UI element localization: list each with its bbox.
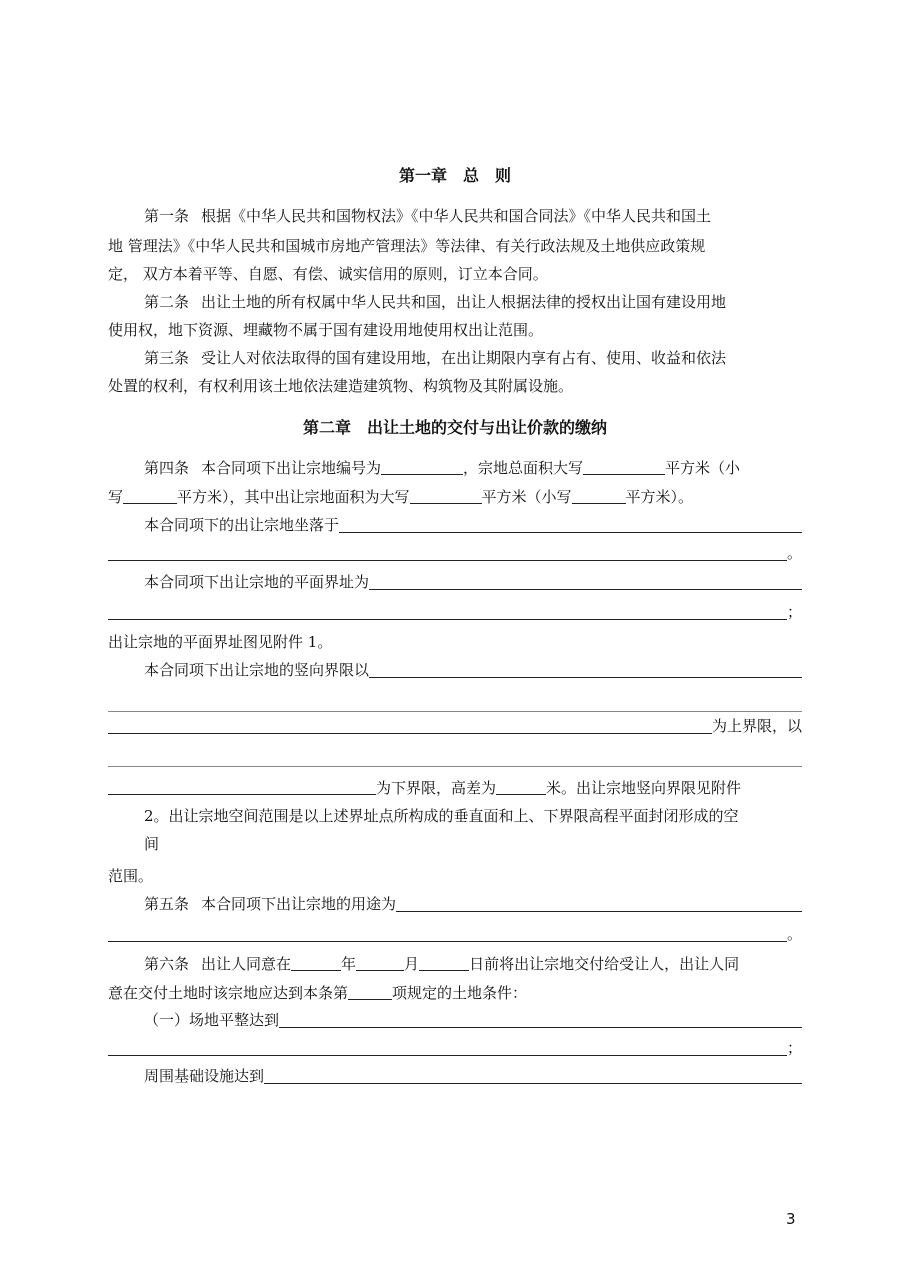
land-use-blank[interactable]	[396, 895, 802, 912]
year-blank[interactable]	[291, 955, 341, 971]
article-4-line-1: 第四条 本合同项下出让宗地编号为 ，宗地总面积大写 平方米（小	[144, 459, 741, 477]
separator-line	[108, 711, 802, 712]
transfer-area-upper-blank[interactable]	[410, 488, 482, 504]
article-1-line-1: 第一条 根据《中华人民共和国物权法》《中华人民共和国合同法》《中华人民共和国土	[144, 207, 712, 225]
site-leveling-line-1: （一）场地平整达到	[108, 1010, 802, 1030]
article-5-line-2: 。	[108, 924, 802, 944]
total-area-lower-blank[interactable]	[123, 488, 177, 504]
space-range-line-1: 2。出让宗地空间范围是以上述界址点所构成的垂直面和上、下界限高程平面封闭形成的空	[144, 807, 739, 825]
site-leveling-blank[interactable]	[279, 1011, 802, 1028]
location-blank-2[interactable]	[108, 544, 787, 561]
location-line-2: 。	[108, 543, 802, 563]
land-use-blank-2[interactable]	[108, 925, 787, 942]
vertical-blank[interactable]	[369, 661, 802, 678]
parcel-number-blank[interactable]	[381, 459, 463, 475]
condition-item-blank[interactable]	[348, 984, 392, 1000]
boundary-attachment: 出让宗地的平面界址图见附件 1。	[108, 633, 333, 651]
article-1-line-3: 定， 双方本着平等、自愿、有偿、诚实信用的原则，订立本合同。	[108, 265, 548, 283]
boundary-line-1: 本合同项下出让宗地的平面界址为	[108, 572, 802, 592]
article-3-line-1: 第三条 受让人对依法取得的国有建设用地，在出让期限内享有占有、使用、收益和依法	[144, 349, 727, 367]
space-range-line-3: 范围。	[108, 867, 154, 885]
article-2-line-1: 第二条 出让土地的所有权属中华人民共和国，出让人根据法律的授权出让国有建设用地	[144, 293, 727, 311]
site-leveling-line-2: ；	[108, 1038, 802, 1058]
infrastructure-blank[interactable]	[264, 1067, 802, 1084]
boundary-blank[interactable]	[369, 573, 802, 590]
article-6-line-2: 意在交付土地时该宗地应达到本条第 项规定的土地条件：	[108, 984, 528, 1002]
separator-line	[108, 766, 802, 767]
page-number: 3	[786, 1210, 796, 1228]
article-6-line-1: 第六条 出让人同意在 年 月 日前将出让宗地交付给受让人，出让人同	[144, 955, 740, 973]
total-area-upper-blank[interactable]	[583, 459, 665, 475]
transfer-area-lower-blank[interactable]	[572, 488, 626, 504]
article-2-label: 第二条	[144, 293, 190, 311]
lower-limit-blank[interactable]	[108, 779, 376, 795]
article-4-line-2: 写 平方米），其中出让宗地面积为大写 平方米（小写 平方米）。	[108, 488, 694, 506]
day-blank[interactable]	[419, 955, 469, 971]
location-line-1: 本合同项下的出让宗地坐落于	[108, 515, 802, 535]
article-6-label: 第六条	[144, 955, 190, 973]
site-leveling-blank-2[interactable]	[108, 1039, 787, 1056]
vertical-line-3: 为下界限，高差为 米。出让宗地竖向界限见附件	[108, 778, 802, 798]
space-range-line-2: 间	[144, 835, 160, 853]
article-5-label: 第五条	[144, 895, 190, 913]
article-1-line-2: 地 管理法》《中华人民共和国城市房地产管理法》等法律、有关行政法规及土地供应政策规	[108, 237, 706, 255]
article-2-line-2: 使用权，地下资源、埋藏物不属于国有建设用地使用权出让范围。	[108, 321, 544, 339]
month-blank[interactable]	[356, 955, 404, 971]
boundary-blank-2[interactable]	[108, 603, 787, 620]
article-3-line-2: 处置的权利，有权利用该土地依法建造建筑物、构筑物及其附属设施。	[108, 377, 574, 395]
height-diff-blank[interactable]	[496, 779, 546, 795]
chapter-2-title: 第二章 出让土地的交付与出让价款的缴纳	[302, 418, 607, 437]
article-4-label: 第四条	[144, 459, 190, 477]
vertical-line-1: 本合同项下出让宗地的竖向界限以	[108, 660, 802, 680]
location-blank[interactable]	[339, 516, 802, 533]
boundary-line-2: ；	[108, 602, 802, 622]
article-1-label: 第一条	[144, 207, 190, 225]
article-5-line-1: 第五条 本合同项下出让宗地的用途为	[108, 894, 802, 914]
chapter-1-title: 第一章 总 则	[398, 166, 511, 185]
vertical-line-2: 为上界限，以	[108, 716, 802, 736]
upper-limit-blank[interactable]	[108, 717, 712, 734]
infrastructure-line: 周围基础设施达到	[108, 1066, 802, 1086]
article-3-label: 第三条	[144, 349, 190, 367]
